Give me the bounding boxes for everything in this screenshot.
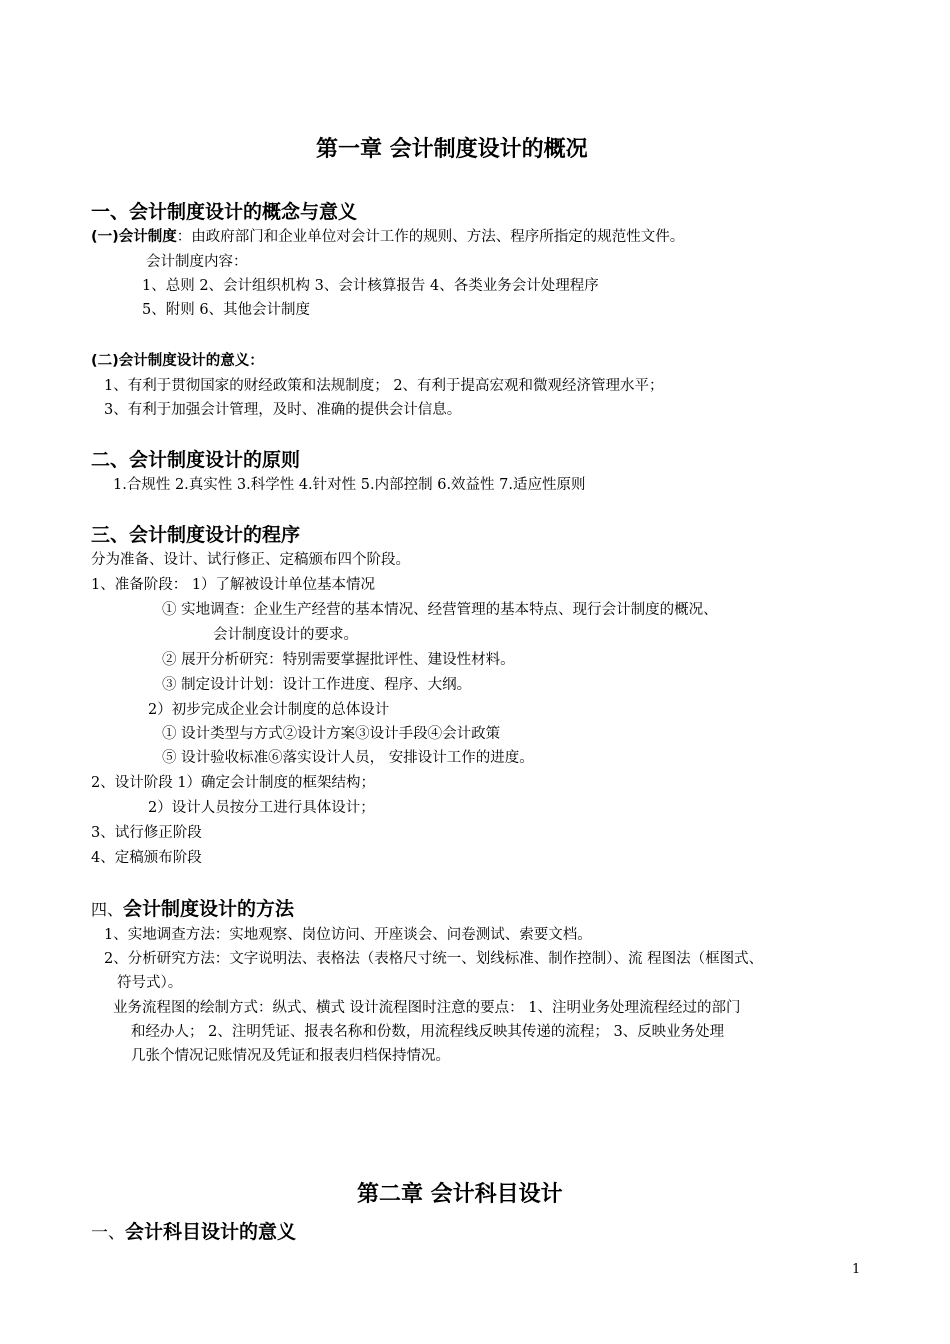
- section-4-heading: [91, 896, 294, 923]
- section-3-heading: 三、会计制度设计的程序: [91, 524, 301, 546]
- procedure-line: 会计制度设计的要求。: [213, 627, 358, 643]
- significance-line-1: 1、有利于贯彻国家的财经政策和法规制度； 2、有利于提高宏观和微观经济管理水平；: [104, 378, 664, 394]
- method-line: 业务流程图的绘制方式：纵式、横式 设计流程图时注意的要点： 1、注明业务处理流程经过的部门: [113, 1000, 741, 1016]
- procedure-line: 2）初步完成企业会计制度的总体设计: [148, 702, 390, 718]
- procedure-line: 2）设计人员按分工进行具体设计；: [148, 800, 375, 816]
- method-line: 符号式）。: [117, 975, 183, 991]
- significance-line-2: 3、有利于加强会计管理，及时、准确的提供会计信息。: [104, 402, 462, 418]
- procedure-line: ① 设计类型与方式②设计方案③设计手段④会计政策: [162, 726, 501, 742]
- definition-text: ：由政府部门和企业单位对会计工作的规则、方法、程序所指定的规范性文件。: [176, 229, 685, 245]
- chapter-2-section-1-prefix: 一、: [91, 1223, 125, 1243]
- procedure-line: 2、设计阶段 1）确定会计制度的框架结构；: [91, 775, 376, 791]
- chapter-2-section-1-title: 会计科目设计的意义: [125, 1221, 297, 1243]
- content-line-2: 5、附则 6、其他会计制度: [142, 302, 311, 318]
- section-4-title: 会计制度设计的方法: [123, 898, 295, 920]
- procedure-line: ③ 制定设计计划：设计工作进度、程序、大纲。: [162, 677, 472, 693]
- procedure-line: ⑤ 设计验收标准⑥落实设计人员， 安排设计工作的进度。: [162, 750, 534, 766]
- content-label: 会计制度内容：: [146, 254, 248, 270]
- procedure-line: 4、定稿颁布阶段: [91, 850, 202, 866]
- subsection-2-label: (二)会计制度设计的意义：: [91, 353, 264, 369]
- procedure-line: ① 实地调查：企业生产经营的基本情况、经营管理的基本特点、现行会计制度的概况、: [162, 602, 718, 618]
- principles-line: 1.合规性 2.真实性 3.科学性 4.针对性 5.内部控制 6.效益性 7.适应性原则: [113, 477, 586, 493]
- method-line: 和经办人； 2、注明凭证、报表名称和份数，用流程线反映其传递的流程； 3、反映业务处理: [131, 1024, 725, 1040]
- procedure-line: 3、试行修正阶段: [91, 825, 202, 841]
- chapter-2-title: 第二章 会计科目设计: [357, 1182, 563, 1207]
- procedure-line: 分为准备、设计、试行修正、定稿颁布四个阶段。: [91, 552, 410, 568]
- accounting-system-definition: [91, 227, 684, 247]
- chapter-1-title: 第一章 会计制度设计的概况: [316, 137, 588, 162]
- content-line-1: 1、总则 2、会计组织机构 3、会计核算报告 4、各类业务会计处理程序: [142, 278, 599, 294]
- subsection-1-label: (一)会计制度: [91, 229, 177, 245]
- method-line: 几张个情况记账情况及凭证和报表归档保持情况。: [131, 1048, 450, 1064]
- procedure-line: ② 展开分析研究：特别需要掌握批评性、建设性材料。: [162, 652, 515, 668]
- procedure-line: 1、准备阶段： 1）了解被设计单位基本情况: [91, 577, 376, 593]
- method-line: 1、实地调查方法：实地观察、岗位访问、开座谈会、问卷测试、索要文档。: [104, 927, 592, 943]
- page-number: 1: [852, 1262, 861, 1277]
- section-2-heading: 二、会计制度设计的原则: [91, 449, 301, 471]
- chapter-2-section-1-heading: [91, 1219, 296, 1246]
- section-1-heading: 一、会计制度设计的概念与意义: [91, 201, 358, 223]
- section-4-prefix: 四、: [91, 900, 124, 919]
- method-line: 2、分析研究方法：文字说明法、表格法（表格尺寸统一、划线标准、制作控制）、流 程图法（框图式、: [104, 951, 764, 967]
